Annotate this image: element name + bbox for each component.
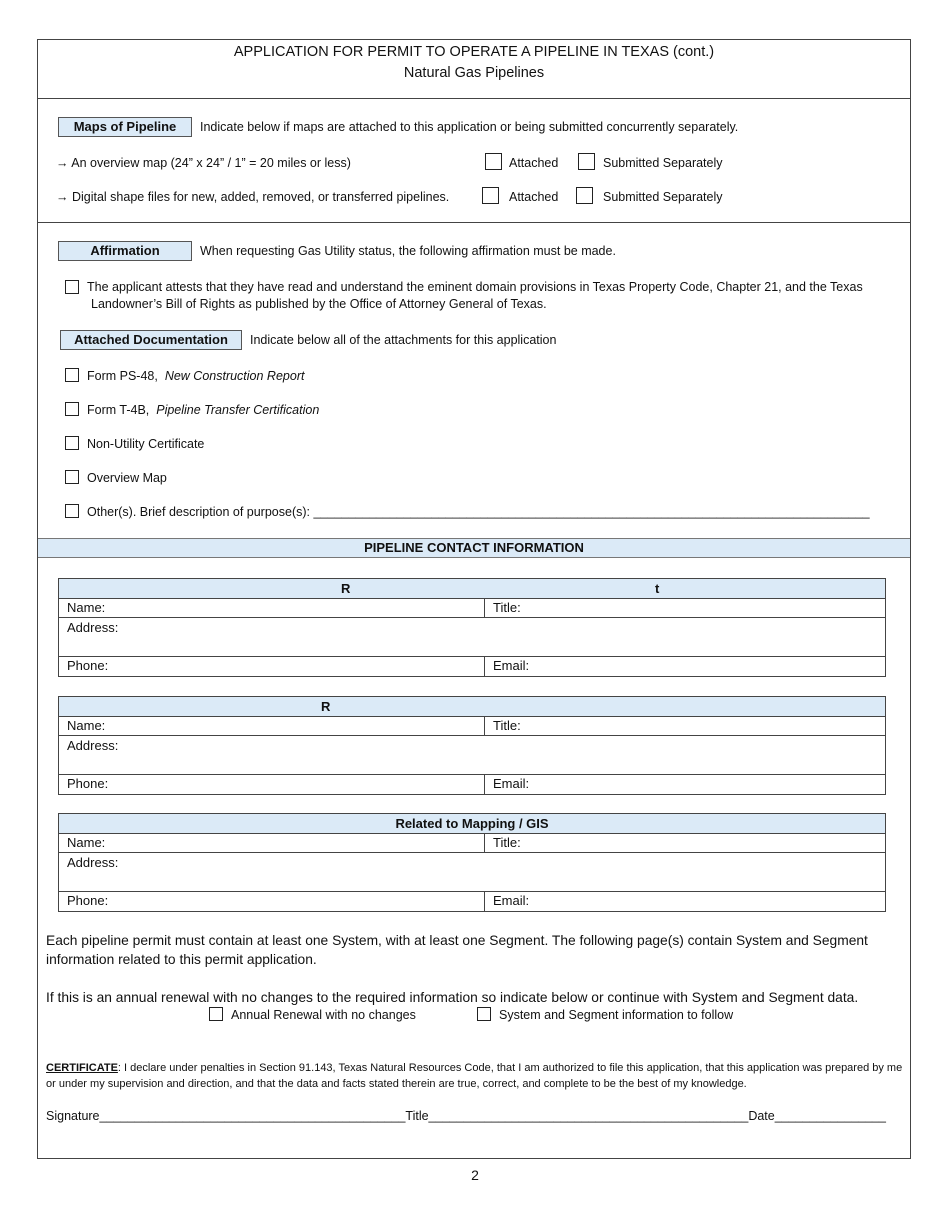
table-row (59, 892, 885, 911)
address-field[interactable]: Address: (67, 738, 119, 753)
shape-files-row: → Digital shape files for new, added, removed, or transferred pipelines. (56, 190, 450, 204)
maps-section (38, 99, 910, 223)
phone-field[interactable]: Phone: (67, 658, 109, 673)
email-field[interactable]: Email: (493, 658, 530, 673)
title-field[interactable]: Title: (493, 600, 521, 615)
others-checkbox[interactable] (65, 504, 79, 518)
signature-line[interactable]: Signature____________________________________________Title______________________________________________Date________________ (46, 1109, 886, 1123)
annual-renewal-label: Annual Renewal with no changes (231, 1008, 416, 1022)
form-title: APPLICATION FOR PERMIT TO OPERATE A PIPELINE IN TEXAS (cont.) (233, 44, 715, 60)
annual-renewal-text: If this is an annual renewal with no changes to the required information so indicate below or continue with System and Segment data. (46, 990, 859, 1005)
others-label: Other(s). Brief description of purpose(s): ________________________________________________________________________________ (87, 505, 870, 519)
affirmation-description: When requesting Gas Utility status, the following affirmation must be made. (200, 244, 616, 258)
shape-files-attached-label: Attached (509, 190, 559, 204)
annual-renewal-checkbox[interactable] (209, 1007, 223, 1021)
ps48-checkbox[interactable] (65, 368, 79, 382)
t4b-label: Form T-4B, Pipeline Transfer Certification (87, 403, 320, 417)
title-field[interactable]: Title: (493, 718, 521, 733)
certificate-text: CERTIFICATE: I declare under penalties in Section 91.143, Texas Natural Resources Code, that I am authorized to file this application, that this application was prepared by me or under my supervision and direction, and that the data and facts stated therein are true, correct, and complete to be the best of my knowledge. (46, 1062, 903, 1090)
t4b-checkbox[interactable] (65, 402, 79, 416)
contact-table-1-heading (59, 579, 885, 599)
address-field[interactable]: Address: (67, 620, 119, 635)
form-frame (37, 39, 911, 1159)
shape-files-separately-checkbox[interactable] (576, 187, 593, 204)
address-field[interactable]: Address: (67, 855, 119, 870)
maps-description: Indicate below if maps are attached to this application or being submitted concurrently separately. (200, 120, 739, 134)
system-segment-label: System and Segment information to follow (499, 1008, 734, 1022)
contact-table-2-heading (59, 697, 885, 717)
ps48-label: Form PS-48, New Construction Report (87, 369, 305, 383)
table-row (59, 834, 885, 853)
name-field[interactable]: Name: (67, 835, 106, 850)
table-row (59, 736, 885, 775)
contact-table-2-heading-left: R (321, 699, 331, 714)
contact-table-3-heading: Related to Mapping / GIS (59, 814, 885, 834)
contact-table-1-heading-left: R (341, 581, 351, 596)
shape-files-attached-checkbox[interactable] (482, 187, 499, 204)
pipeline-contact-bar: PIPELINE CONTACT INFORMATION (38, 538, 910, 558)
table-row (59, 599, 885, 618)
table-row (59, 775, 885, 794)
affirmation-checkbox[interactable] (65, 280, 79, 294)
email-field[interactable]: Email: (493, 776, 530, 791)
maps-label: Maps of Pipeline (58, 117, 192, 137)
overview-map-attached-checkbox[interactable] (485, 153, 502, 170)
non-utility-label: Non-Utility Certificate (87, 437, 205, 451)
overview-map-separately-checkbox[interactable] (578, 153, 595, 170)
non-utility-checkbox[interactable] (65, 436, 79, 450)
name-field[interactable]: Name: (67, 718, 106, 733)
overview-map-doc-label: Overview Map (87, 471, 167, 485)
shape-files-separately-label: Submitted Separately (603, 190, 723, 204)
name-field[interactable]: Name: (67, 600, 106, 615)
page-number: 2 (471, 1167, 479, 1183)
system-segment-checkbox[interactable] (477, 1007, 491, 1021)
form-subtitle: Natural Gas Pipelines (403, 65, 545, 81)
overview-map-separately-label: Submitted Separately (603, 156, 723, 170)
overview-map-doc-checkbox[interactable] (65, 470, 79, 484)
affirmation-label: Affirmation (58, 241, 192, 261)
contact-table-3 (58, 813, 886, 912)
attached-documentation-label: Attached Documentation (60, 330, 242, 350)
table-row (59, 618, 885, 657)
table-row (59, 853, 885, 892)
table-row (59, 717, 885, 736)
overview-map-attached-label: Attached (509, 156, 559, 170)
affirmation-text-line2: Landowner’s Bill of Rights as published by the Office of Attorney General of Texas. (91, 297, 547, 311)
overview-map-row: → An overview map (24” x 24” / 1” = 20 miles or less) (56, 156, 351, 170)
contact-table-1-heading-right: t (655, 581, 660, 596)
attached-documentation-description: Indicate below all of the attachments for this application (250, 333, 557, 347)
email-field[interactable]: Email: (493, 893, 530, 908)
phone-field[interactable]: Phone: (67, 776, 109, 791)
contact-table-2 (58, 696, 886, 795)
affirmation-text-line1: The applicant attests that they have read and understand the eminent domain provisions in Texas Property Code, Chapter 21, and the Texas (87, 280, 863, 294)
system-requirement-text: Each pipeline permit must contain at least one System, with at least one Segment. The following page(s) contain System and Segment information related to this permit application. (46, 933, 868, 967)
title-field[interactable]: Title: (493, 835, 521, 850)
form-header (38, 40, 910, 99)
table-row (59, 657, 885, 676)
contact-table-1 (58, 578, 886, 677)
phone-field[interactable]: Phone: (67, 893, 109, 908)
